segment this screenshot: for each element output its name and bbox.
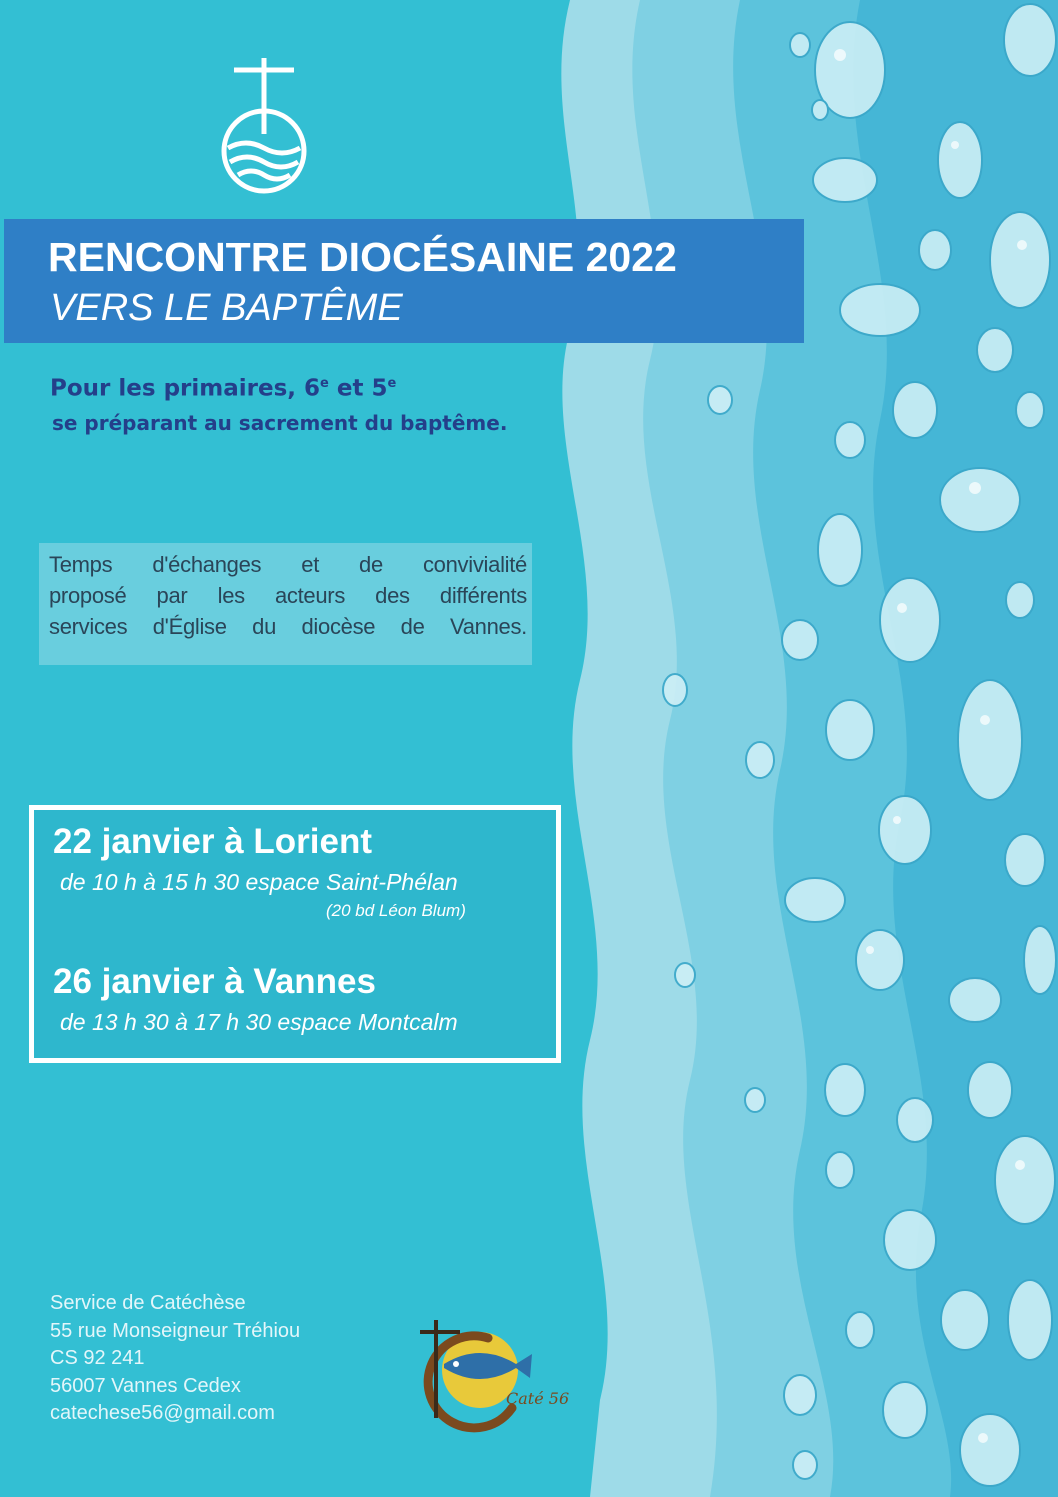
- page-title: RENCONTRE DIOCÉSAINE 2022: [48, 234, 677, 280]
- audience-line-2: se préparant au sacrement du baptême.: [52, 410, 508, 435]
- event-title-vannes: 26 janvier à Vannes: [53, 962, 376, 1001]
- intro-text: [49, 549, 527, 642]
- contact-cs: CS 92 241: [50, 1347, 145, 1369]
- cross-fish-logo-icon: [400, 1308, 570, 1423]
- intro-line: services d'Église du diocèse de Vannes.: [49, 614, 527, 639]
- event-detail-lorient: de 10 h à 15 h 30 espace Saint-Phélan: [60, 869, 458, 895]
- event-address-lorient: (20 bd Léon Blum): [326, 901, 466, 920]
- contact-service-name: Service de Catéchèse: [50, 1292, 246, 1314]
- event-detail-vannes: de 13 h 30 à 17 h 30 espace Montcalm: [60, 1009, 458, 1035]
- audience-line-1: Pour les primaires, 6e et 5e: [50, 375, 397, 402]
- intro-line: proposé par les acteurs des différents: [49, 583, 527, 608]
- intro-line: Temps d'échanges et de convivialité: [49, 552, 527, 577]
- audience-text: [50, 366, 507, 439]
- contact-city: 56007 Vannes Cedex: [50, 1374, 241, 1397]
- logo-text: Caté 56: [506, 1389, 570, 1408]
- contact-block: [50, 1290, 300, 1428]
- contact-email[interactable]: catechese56@gmail.com: [50, 1402, 275, 1424]
- page-subtitle: VERS LE BAPTÊME: [50, 287, 403, 329]
- cross-over-water-circle-icon: [214, 56, 314, 196]
- contact-street: 55 rue Monseigneur Tréhiou: [50, 1319, 301, 1342]
- event-title-lorient: 22 janvier à Lorient: [53, 822, 373, 861]
